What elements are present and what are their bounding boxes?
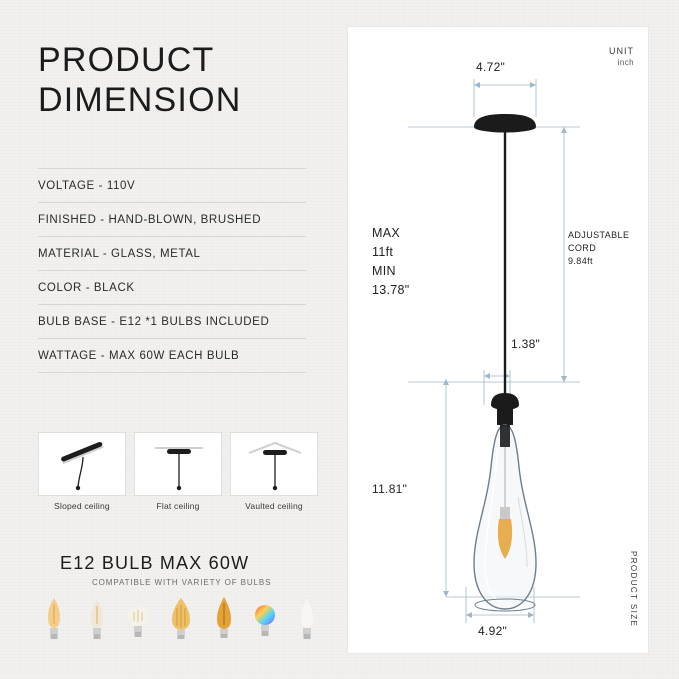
bulb-flame-dark-icon (211, 594, 237, 642)
dim-min-label: MIN (372, 264, 396, 278)
dim-max-label: MAX (372, 226, 400, 240)
ceiling-type-group (38, 432, 318, 511)
page-title-line1: PRODUCT (38, 41, 215, 79)
spec-row: FINISHED - HAND-BLOWN, BRUSHED (38, 203, 306, 237)
vaulted-ceiling-icon (230, 432, 318, 496)
sloped-ceiling-icon (38, 432, 126, 496)
dim-adjustable-cord-group (568, 229, 629, 268)
bulb-rgb-color-icon (252, 594, 278, 642)
ceiling-option-label: Sloped ceiling (54, 501, 110, 511)
unit-label-group (609, 45, 634, 69)
bulb-type-row (40, 594, 320, 642)
bulb-globe-clear-icon (125, 594, 151, 642)
product-size-card (348, 27, 648, 653)
ceiling-option-flat (134, 432, 222, 511)
dim-socket-width: 1.38" (511, 337, 541, 351)
ceiling-option-label: Vaulted ceiling (245, 501, 303, 511)
bulb-section-title: E12 BULB MAX 60W (60, 553, 250, 573)
ceiling-option-vaulted (230, 432, 318, 511)
spec-row: BULB BASE - E12 *1 BULBS INCLUDED (38, 305, 306, 339)
pendant-light-technical-drawing (348, 27, 648, 653)
bulb-flame-amber-icon (40, 594, 68, 642)
bulb-candle-icon (84, 594, 110, 642)
page-title-line2: DIMENSION (38, 81, 242, 119)
dim-cord-value: 9.84ft (568, 256, 593, 266)
unit-label: UNIT (609, 46, 634, 56)
ceiling-option-label: Flat ceiling (156, 501, 200, 511)
bulb-candle-white-icon (294, 594, 320, 642)
ceiling-option-sloped (38, 432, 126, 511)
dim-max-min-group (372, 224, 410, 300)
dim-shade-height: 11.81" (372, 482, 408, 496)
unit-value: inch (617, 58, 634, 67)
bulb-teardrop-amber-icon (167, 594, 195, 642)
spec-list (38, 168, 306, 373)
spec-row: VOLTAGE - 110V (38, 168, 306, 203)
product-size-label: PRODUCT SIZE (629, 550, 638, 627)
dim-cord-title2: CORD (568, 243, 597, 253)
dim-cord-title: ADJUSTABLE (568, 230, 630, 240)
dim-max-value: 11ft (372, 245, 394, 259)
spec-row: WATTAGE - MAX 60W EACH BULB (38, 339, 306, 373)
dim-shade-width: 4.92" (478, 624, 508, 638)
dim-canopy-width: 4.72" (476, 60, 506, 74)
spec-row: MATERIAL - GLASS, METAL (38, 237, 306, 271)
spec-row: COLOR - BLACK (38, 271, 306, 305)
page-title (38, 40, 241, 120)
bulb-section-subtitle: COMPATIBLE WITH VARIETY OF BULBS (92, 578, 272, 587)
dim-min-value: 13.78" (372, 283, 410, 297)
flat-ceiling-icon (134, 432, 222, 496)
